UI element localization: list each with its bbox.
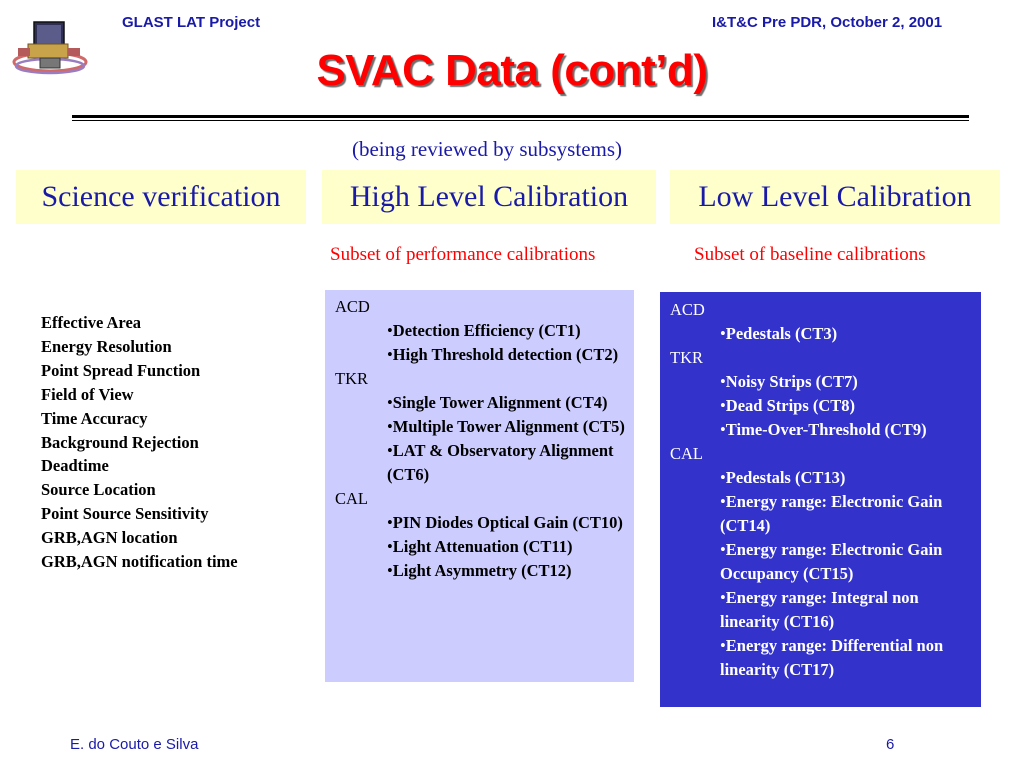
- list-item: •Energy range: Integral non linearity (CT16): [720, 588, 919, 631]
- list-item: •Energy range: Differential non linearity (CT17): [720, 636, 944, 679]
- section-label-acd: ACD: [670, 300, 705, 319]
- section-label-tkr: TKR: [335, 369, 368, 388]
- list-item: •Energy range: Electronic Gain (CT14): [720, 492, 943, 535]
- list-item: Point Spread Function: [41, 360, 201, 380]
- cal-items: [670, 466, 981, 682]
- list-item: Deadtime: [41, 456, 109, 476]
- low-level-subheading: Subset of baseline calibrations: [694, 244, 926, 265]
- title-divider-thick: [72, 115, 969, 118]
- footer-author: E. do Couto e Silva: [70, 736, 199, 753]
- list-item: Effective Area: [41, 313, 142, 332]
- section-label-cal: CAL: [335, 489, 368, 508]
- tkr-items: [670, 370, 981, 442]
- list-item: •Multiple Tower Alignment (CT5): [387, 417, 625, 436]
- list-item: Point Source Sensitivity: [41, 504, 209, 524]
- list-item: •Time-Over-Threshold (CT9): [720, 420, 927, 439]
- list-item: •Pedestals (CT13): [720, 468, 846, 487]
- list-item: •Light Asymmetry (CT12): [387, 561, 572, 580]
- slide-title: SVAC Data (cont’d): [316, 46, 708, 95]
- list-item: •Pedestals (CT3): [720, 324, 838, 343]
- header-project-name: GLAST LAT Project: [122, 14, 261, 31]
- list-item: Energy Resolution: [41, 336, 172, 356]
- list-item: •LAT & Observatory Alignment (CT6): [387, 441, 614, 484]
- tkr-items: [335, 391, 634, 487]
- section-label-tkr: TKR: [670, 348, 703, 367]
- list-item: •Noisy Strips (CT7): [720, 372, 858, 391]
- list-item: •High Threshold detection (CT2): [387, 345, 619, 364]
- title-divider-thin: [72, 120, 969, 121]
- acd-items: [335, 319, 634, 367]
- list-item: Field of View: [41, 384, 134, 404]
- category-science-verification: Science verification: [16, 170, 306, 224]
- list-item: •Single Tower Alignment (CT4): [387, 393, 608, 412]
- list-item: Background Rejection: [41, 432, 199, 452]
- category-low-level-calibration: Low Level Calibration: [670, 170, 1000, 224]
- list-item: •Detection Efficiency (CT1): [387, 321, 581, 340]
- science-verification-list: [41, 311, 238, 574]
- slide-subtitle: (being reviewed by subsystems): [351, 137, 623, 161]
- list-item: Source Location: [41, 480, 156, 500]
- category-high-level-calibration: High Level Calibration: [322, 170, 656, 224]
- list-item: •Energy range: Electronic Gain Occupancy (CT15): [720, 540, 943, 583]
- cal-items: [335, 511, 634, 583]
- list-item: •Light Attenuation (CT11): [387, 537, 573, 556]
- list-item: GRB,AGN location: [41, 528, 178, 548]
- acd-items: [670, 322, 981, 346]
- list-item: •PIN Diodes Optical Gain (CT10): [387, 513, 623, 532]
- list-item: •Dead Strips (CT8): [720, 396, 856, 415]
- section-label-acd: ACD: [335, 297, 370, 316]
- low-level-calibration-box: [660, 292, 981, 707]
- list-item: Time Accuracy: [41, 408, 148, 428]
- list-item: GRB,AGN notification time: [41, 552, 238, 572]
- header-meeting-date: I&T&C Pre PDR, October 2, 2001: [712, 14, 943, 31]
- section-label-cal: CAL: [670, 444, 703, 463]
- high-level-subheading: Subset of performance calibrations: [330, 244, 596, 265]
- high-level-calibration-box: [325, 290, 634, 682]
- page-number: 6: [886, 736, 895, 753]
